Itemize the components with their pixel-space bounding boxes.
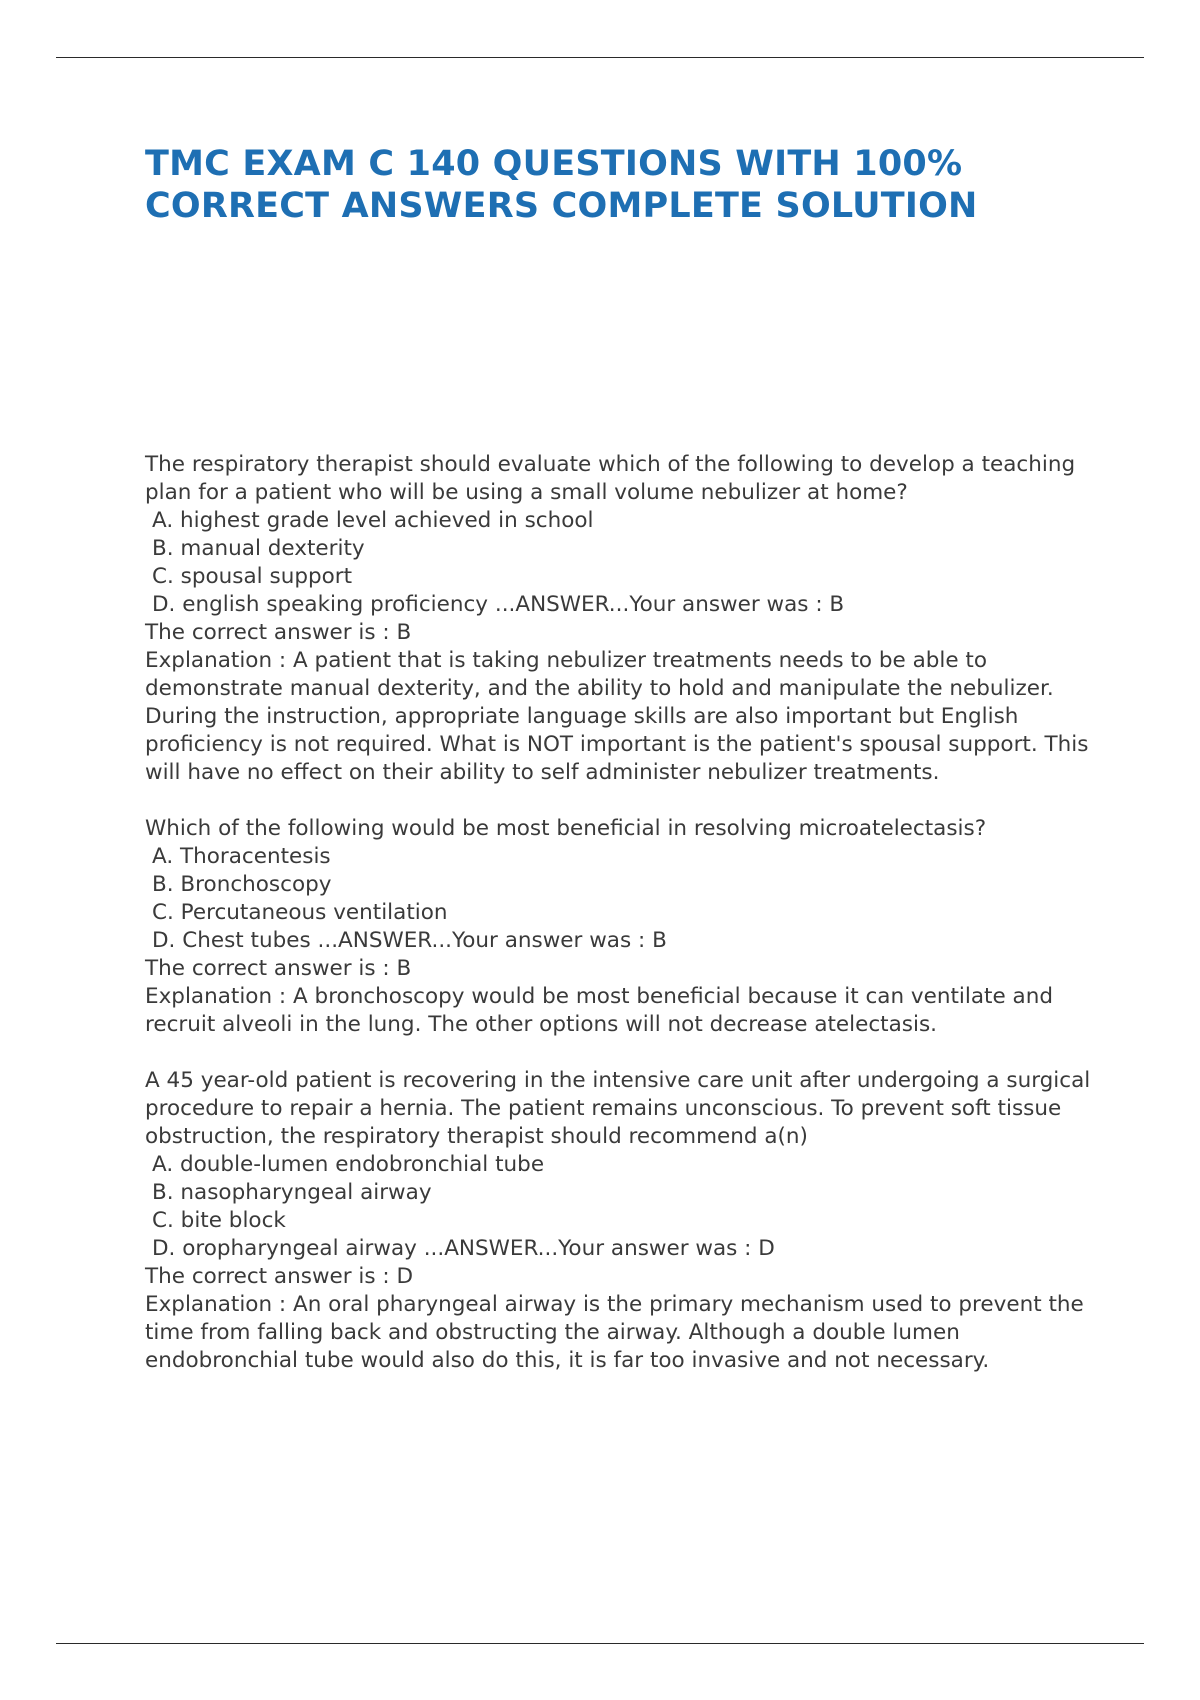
answer-option-c: C. bite block (152, 1208, 286, 1233)
answer-option-b: B. manual dexterity (152, 536, 365, 561)
answer-option-b: B. Bronchoscopy (152, 872, 332, 897)
footer-rule (56, 1643, 1144, 1644)
title-line: TMC EXAM C 140 QUESTIONS WITH 100% (145, 144, 963, 184)
question-block-3 (145, 1067, 1091, 1375)
explanation-text: Explanation : An oral pharyngeal airway is the primary mechanism used to prevent the (145, 1292, 1084, 1317)
explanation-text: Explanation : A bronchoscopy would be most beneficial because it can ventilate and (145, 984, 1053, 1009)
answer-option-a: A. highest grade level achieved in school (152, 508, 594, 533)
answer-option-a: A. Thoracentesis (152, 844, 331, 869)
explanation-text: time from falling back and obstructing the airway. Although a double lumen (145, 1320, 960, 1345)
question-text: plan for a patient who will be using a small volume nebulizer at home? (145, 480, 908, 505)
answer-option-c: C. Percutaneous ventilation (152, 900, 448, 925)
explanation-text: demonstrate manual dexterity, and the ability to hold and manipulate the nebulizer. (145, 676, 1054, 701)
correct-answer: The correct answer is : B (145, 956, 412, 981)
explanation-text: proficiency is not required. What is NOT important is the patient's spousal support. This (145, 732, 1089, 757)
explanation-text: will have no effect on their ability to self administer nebulizer treatments. (145, 760, 940, 785)
explanation-text: endobronchial tube would also do this, it is far too invasive and not necessary. (145, 1348, 990, 1373)
document-title (145, 143, 1125, 227)
question-text: procedure to repair a hernia. The patient remains unconscious. To prevent soft tissue (145, 1096, 1062, 1121)
answer-option-d: D. Chest tubes ...ANSWER...Your answer was : B (152, 928, 667, 953)
answer-option-c: C. spousal support (152, 564, 353, 589)
question-text: obstruction, the respiratory therapist should recommend a(n) (145, 1124, 808, 1149)
question-block-1 (145, 451, 1089, 787)
answer-option-d: D. english speaking proficiency ...ANSWER...Your answer was : B (152, 592, 845, 617)
question-list (145, 451, 1091, 1403)
explanation-text: Explanation : A patient that is taking nebulizer treatments needs to be able to (145, 648, 988, 673)
question-text: The respiratory therapist should evaluate which of the following to develop a teaching (145, 452, 1076, 477)
explanation-text: During the instruction, appropriate language skills are also important but English (145, 704, 1019, 729)
title-line: CORRECT ANSWERS COMPLETE SOLUTION (145, 186, 978, 226)
answer-option-d: D. oropharyngeal airway ...ANSWER...Your answer was : D (152, 1236, 775, 1261)
question-text: A 45 year-old patient is recovering in the intensive care unit after undergoing a surgical (145, 1068, 1091, 1093)
answer-option-a: A. double-lumen endobronchial tube (152, 1152, 545, 1177)
correct-answer: The correct answer is : D (145, 1264, 414, 1289)
correct-answer: The correct answer is : B (145, 620, 412, 645)
question-text: Which of the following would be most beneficial in resolving microatelectasis? (145, 816, 987, 841)
answer-option-b: B. nasopharyngeal airway (152, 1180, 432, 1205)
header-rule (56, 57, 1144, 58)
explanation-text: recruit alveoli in the lung. The other options will not decrease atelectasis. (145, 1012, 937, 1037)
question-block-2 (145, 815, 1085, 1039)
